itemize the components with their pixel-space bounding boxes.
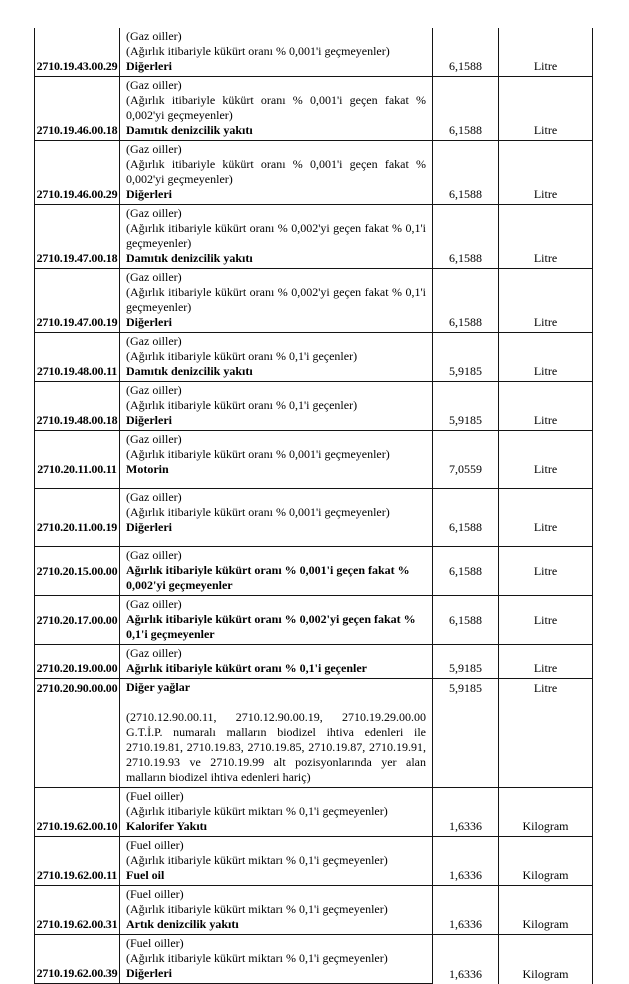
unit-cell [499, 645, 593, 679]
unit-cell [499, 489, 593, 547]
product-name: Diğerleri [126, 315, 172, 329]
tax-value: 6,1588 [449, 563, 482, 578]
gtip-code-cell [35, 679, 120, 788]
unit: Litre [533, 251, 558, 265]
unit-cell [499, 679, 593, 788]
description-cell [120, 333, 433, 382]
gtip-code: 2710.20.15.00.00 [36, 563, 118, 578]
description-cell [120, 205, 433, 269]
gtip-code-cell [35, 77, 120, 141]
table-row [35, 489, 593, 547]
tax-value: 6,1588 [449, 123, 482, 137]
description-note: (Ağırlık itibariyle kükürt miktarı % 0,1'i geçmeyenler) [126, 804, 388, 818]
gtip-code: 2710.19.46.00.18 [36, 123, 118, 137]
tax-value-cell [433, 837, 499, 886]
product-name: Damıtık denizcilik yakıtı [126, 123, 253, 137]
product-name: Ağırlık itibariyle kükürt oranı % 0,001'i geçen fakat % 0,002'yi geçmeyenler [126, 563, 410, 592]
product-name: Diğer yağlar [126, 680, 191, 694]
description-note: (Ağırlık itibariyle kükürt oranı % 0,002'yi geçen fakat % 0,1'i geçmeyenler) [126, 221, 426, 250]
unit-cell [499, 382, 593, 431]
unit: Kilogram [522, 966, 569, 981]
unit: Kilogram [522, 819, 569, 833]
description-note: (Gaz oiller) [126, 383, 182, 397]
tax-value: 1,6336 [449, 966, 482, 981]
description-note: (Gaz oiller) [126, 78, 182, 92]
table-row [35, 431, 593, 489]
description-cell [120, 596, 433, 645]
gtip-code: 2710.20.11.00.11 [37, 462, 117, 476]
table-row [35, 596, 593, 645]
table-row [35, 837, 593, 886]
tax-value-cell [433, 547, 499, 596]
gtip-code: 2710.19.62.00.39 [36, 966, 118, 980]
description-note: (Ağırlık itibariyle kükürt miktarı % 0,1'i geçmeyenler) [126, 853, 388, 867]
tax-value-cell [433, 333, 499, 382]
description-note: (Fuel oiller) [126, 887, 184, 901]
description-cell [120, 28, 433, 77]
gtip-tax-table [34, 28, 593, 984]
description-note: (Ağırlık itibariyle kükürt oranı % 0,1'i geçenler) [126, 349, 358, 363]
unit-cell [499, 141, 593, 205]
product-name: Damıtık denizcilik yakıtı [126, 364, 253, 378]
description-cell [120, 788, 433, 837]
gtip-code-cell [35, 645, 120, 679]
tax-value-cell [433, 679, 499, 788]
table-row [35, 679, 593, 788]
unit: Kilogram [522, 917, 569, 931]
product-name: Diğerleri [126, 520, 172, 534]
description-note: (Fuel oiller) [126, 838, 184, 852]
table-row [35, 269, 593, 333]
tax-value: 6,1588 [449, 520, 482, 534]
description-note: (Fuel oiller) [126, 936, 184, 950]
tax-value-cell [433, 431, 499, 489]
tax-value: 5,9185 [449, 661, 482, 675]
gtip-code-cell [35, 935, 120, 984]
tax-value: 5,9185 [449, 681, 482, 695]
table-row [35, 645, 593, 679]
tax-value: 6,1588 [449, 251, 482, 265]
description-cell [120, 489, 433, 547]
description-note: (Gaz oiller) [126, 142, 182, 156]
description-note: (Gaz oiller) [126, 29, 182, 43]
unit: Litre [533, 681, 558, 695]
tax-value-cell [433, 645, 499, 679]
tax-value-cell [433, 269, 499, 333]
unit-cell [499, 28, 593, 77]
tax-value-cell [433, 382, 499, 431]
table-row [35, 935, 593, 984]
table-row [35, 886, 593, 935]
description-note: (2710.12.90.00.11, 2710.12.90.00.19, 2710.19.29.00.00 G.T.İ.P. numaralı malların biodizel ihtiva edenleri ile 2710.19.81, 2710.19.83, 2710.19.85, 2710.19.87, 2710.19.91, 2710.19.93 ve 2710.19.99 alt pozisyonlarında yer alan malların biodizel ihtiva edenleri hariç) [126, 710, 426, 784]
gtip-code-cell [35, 431, 120, 489]
tax-value-cell [433, 77, 499, 141]
description-note: (Gaz oiller) [126, 646, 182, 660]
unit: Litre [533, 59, 558, 73]
table-row [35, 333, 593, 382]
description-cell [120, 547, 433, 596]
unit-cell [499, 788, 593, 837]
table-row [35, 28, 593, 77]
unit: Litre [533, 612, 558, 627]
table-row [35, 382, 593, 431]
unit: Litre [533, 563, 558, 578]
gtip-code: 2710.19.62.00.31 [36, 917, 118, 931]
tax-value-cell [433, 935, 499, 984]
gtip-code: 2710.19.43.00.29 [36, 59, 118, 73]
product-name: Diğerleri [126, 187, 172, 201]
gtip-code-cell [35, 269, 120, 333]
gtip-code: 2710.19.48.00.18 [36, 413, 118, 427]
tax-value: 1,6336 [449, 868, 482, 882]
unit-cell [499, 333, 593, 382]
gtip-code-cell [35, 886, 120, 935]
product-name: Fuel oil [126, 868, 165, 882]
tax-value: 1,6336 [449, 819, 482, 833]
description-note: (Ağırlık itibariyle kükürt oranı % 0,001'i geçen fakat % 0,002'yi geçmeyenler) [126, 93, 426, 122]
gtip-code-cell [35, 547, 120, 596]
gtip-code: 2710.19.62.00.11 [36, 868, 118, 882]
unit: Litre [533, 462, 558, 476]
table-row [35, 547, 593, 596]
description-note: (Gaz oiller) [126, 490, 182, 504]
description-cell [120, 77, 433, 141]
gtip-code-cell [35, 141, 120, 205]
unit-cell [499, 205, 593, 269]
tax-value-cell [433, 886, 499, 935]
unit-cell [499, 77, 593, 141]
product-name: Diğerleri [126, 59, 172, 73]
description-cell [120, 679, 433, 788]
description-note: (Fuel oiller) [126, 789, 184, 803]
description-note: (Gaz oiller) [126, 597, 182, 611]
description-cell [120, 837, 433, 886]
description-note: (Ağırlık itibariyle kükürt miktarı % 0,1'i geçmeyenler) [126, 951, 388, 965]
gtip-code-cell [35, 596, 120, 645]
unit-cell [499, 837, 593, 886]
gtip-table-body [35, 28, 593, 984]
tax-value-cell [433, 788, 499, 837]
gtip-code: 2710.20.11.00.19 [36, 520, 118, 534]
unit: Litre [533, 520, 558, 534]
description-note: (Ağırlık itibariyle kükürt miktarı % 0,1'i geçmeyenler) [126, 902, 388, 916]
gtip-code-cell [35, 205, 120, 269]
unit-cell [499, 269, 593, 333]
gtip-code: 2710.20.19.00.00 [36, 661, 118, 675]
unit: Litre [533, 315, 558, 329]
product-name: Ağırlık itibariyle kükürt oranı % 0,002'yi geçen fakat % 0,1'i geçmeyenler [126, 612, 416, 641]
product-name: Motorin [126, 462, 169, 476]
description-note: (Gaz oiller) [126, 432, 182, 446]
description-note: (Gaz oiller) [126, 548, 182, 562]
tax-value: 6,1588 [449, 187, 482, 201]
table-row [35, 788, 593, 837]
unit: Litre [533, 661, 558, 675]
tax-value: 6,1588 [449, 315, 482, 329]
product-name: Ağırlık itibariyle kükürt oranı % 0,1'i geçenler [126, 661, 367, 675]
description-cell [120, 935, 433, 984]
tax-value-cell [433, 28, 499, 77]
unit-cell [499, 935, 593, 984]
description-note: (Ağırlık itibariyle kükürt oranı % 0,1'i geçenler) [126, 398, 358, 412]
table-row [35, 77, 593, 141]
product-name: Artık denizcilik yakıtı [126, 917, 239, 931]
gtip-code: 2710.19.47.00.18 [36, 251, 118, 265]
unit-cell [499, 547, 593, 596]
description-cell [120, 431, 433, 489]
product-name: Diğerleri [126, 966, 172, 980]
gtip-code-cell [35, 333, 120, 382]
tax-value: 6,1588 [449, 612, 482, 627]
description-cell [120, 886, 433, 935]
gtip-code: 2710.20.90.00.00 [36, 681, 118, 695]
table-row [35, 141, 593, 205]
gtip-code: 2710.19.62.00.10 [36, 819, 118, 833]
description-cell [120, 141, 433, 205]
gtip-code-cell [35, 382, 120, 431]
description-note: (Ağırlık itibariyle kükürt oranı % 0,001'i geçmeyenler) [126, 505, 390, 519]
description-note: (Ağırlık itibariyle kükürt oranı % 0,001'i geçmeyenler) [126, 447, 390, 461]
product-name: Kalorifer Yakıtı [126, 819, 207, 833]
description-note: (Gaz oiller) [126, 206, 182, 220]
gtip-code: 2710.19.48.00.11 [36, 364, 118, 378]
unit: Litre [533, 413, 558, 427]
tax-value-cell [433, 205, 499, 269]
unit-cell [499, 596, 593, 645]
unit-cell [499, 431, 593, 489]
description-note: (Ağırlık itibariyle kükürt oranı % 0,001'i geçen fakat % 0,002'yi geçmeyenler) [126, 157, 426, 186]
tax-value: 5,9185 [449, 413, 482, 427]
tax-value: 5,9185 [449, 364, 482, 378]
gtip-code-cell [35, 788, 120, 837]
unit-cell [499, 886, 593, 935]
unit: Litre [533, 364, 558, 378]
tax-value-cell [433, 141, 499, 205]
tax-value: 1,6336 [449, 917, 482, 931]
gtip-code: 2710.20.17.00.00 [36, 612, 118, 627]
gtip-code-cell [35, 28, 120, 77]
gtip-code-cell [35, 489, 120, 547]
description-note: (Gaz oiller) [126, 334, 182, 348]
description-cell [120, 269, 433, 333]
tax-value-cell [433, 596, 499, 645]
unit: Kilogram [522, 868, 569, 882]
product-name: Diğerleri [126, 413, 172, 427]
description-note: (Ağırlık itibariyle kükürt oranı % 0,001'i geçmeyenler) [126, 44, 390, 58]
gtip-code-cell [35, 837, 120, 886]
gtip-code: 2710.19.46.00.29 [36, 187, 118, 201]
gtip-code: 2710.19.47.00.19 [36, 315, 118, 329]
description-note: (Gaz oiller) [126, 270, 182, 284]
unit: Litre [533, 187, 558, 201]
description-note: (Ağırlık itibariyle kükürt oranı % 0,002'yi geçen fakat % 0,1'i geçmeyenler) [126, 285, 426, 314]
tax-value: 6,1588 [449, 59, 482, 73]
description-cell [120, 645, 433, 679]
table-row [35, 205, 593, 269]
tax-value-cell [433, 489, 499, 547]
unit: Litre [533, 123, 558, 137]
tax-value: 7,0559 [449, 462, 482, 476]
product-name: Damıtık denizcilik yakıtı [126, 251, 253, 265]
description-cell [120, 382, 433, 431]
